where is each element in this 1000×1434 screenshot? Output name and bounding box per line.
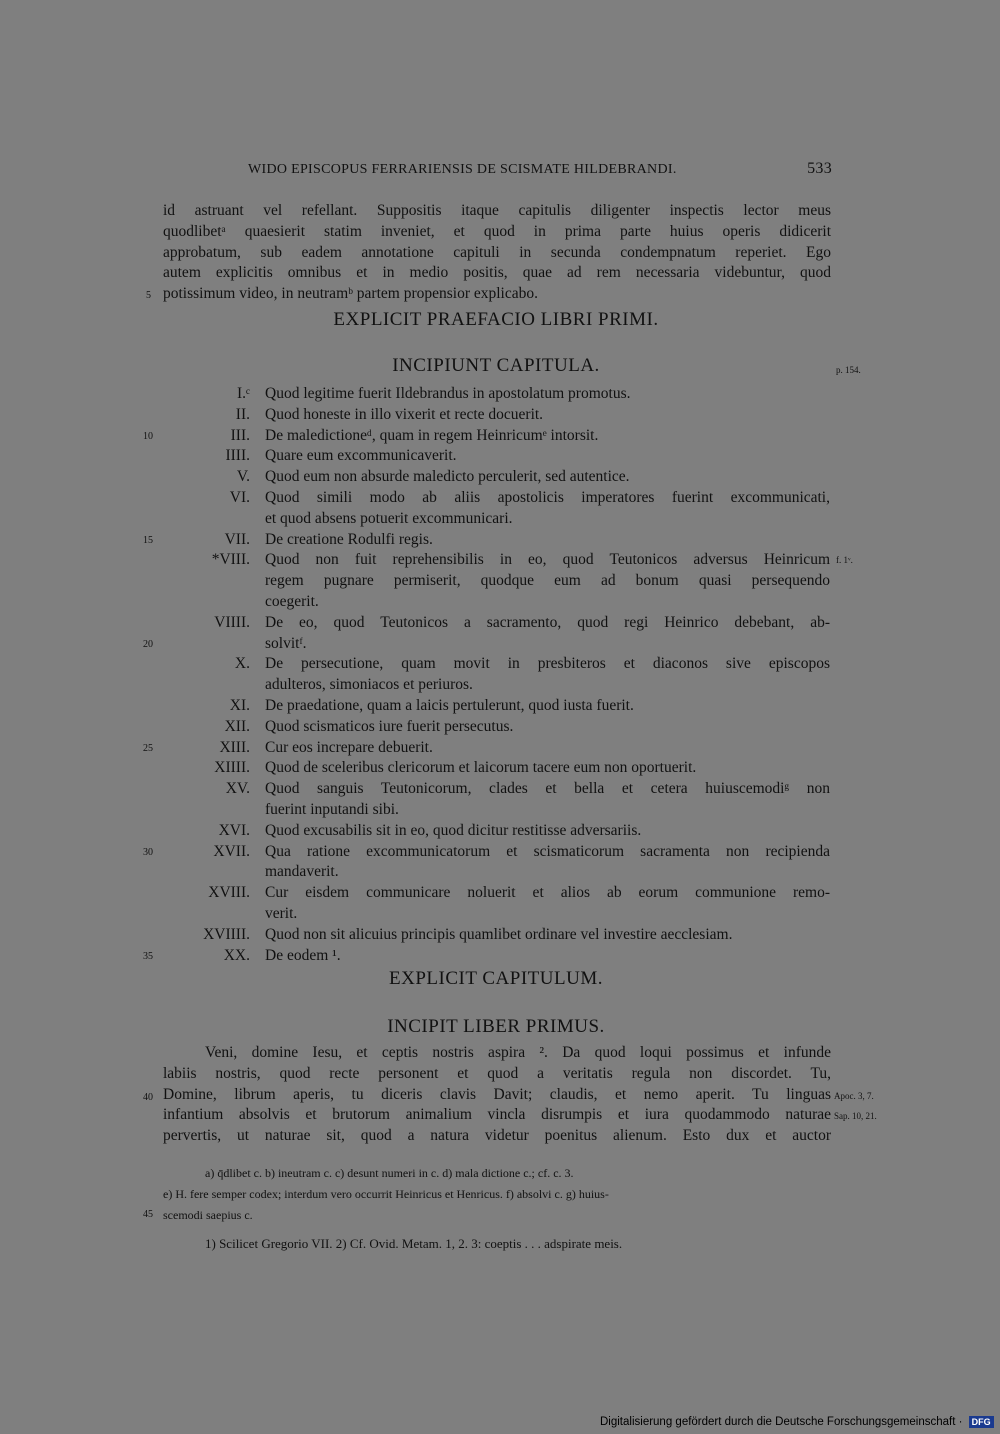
chapter-number: VI. (229, 488, 250, 506)
funding-credit: Digitalisierung gefördert durch die Deutsche Forschungsgemeinschaft · DFG (600, 1416, 998, 1432)
chapter-number: XIIII. (214, 759, 250, 777)
chapter-text: Quod de sceleribus clericorum et laicorum tacere eum non oportuerit. (265, 759, 697, 777)
chapter-text: De praedatione, quam a laicis pertulerunt, quod iusta fuerit. (265, 696, 634, 714)
line-number: 45 (143, 1209, 153, 1220)
text-line: quodlibetᵃ quaesierit statim inveniet, et quod in prima parte huius operis didicerit (163, 222, 831, 240)
margin-ref-sap: Sap. 10, 21. (834, 1111, 877, 1121)
running-head-title: WIDO EPISCOPUS FERRARIENSIS DE SCISMATE HILDEBRANDI. (248, 162, 677, 177)
line-number: 40 (143, 1092, 153, 1103)
chapter-item (160, 488, 840, 530)
chapter-item (160, 550, 840, 612)
liber-paragraph (163, 1043, 831, 1147)
chapter-number: XI. (229, 696, 250, 714)
chapter-item (160, 738, 840, 759)
line-number: 5 (146, 290, 151, 301)
chapter-number: VIIII. (214, 613, 250, 631)
chapter-text: De eodem ¹. (265, 946, 341, 964)
chapter-item (160, 883, 840, 925)
line-number: 35 (143, 951, 153, 962)
text-line: approbatum, sub eadem annotatione capituli in secunda condempnatum reperiet. Ego (163, 243, 831, 261)
chapter-text: Quod honeste in illo vixerit et recte docuerit. (265, 405, 544, 423)
chapter-text: adulteros, simoniacos et periuros. (265, 676, 473, 694)
chapter-text: De eo, quod Teutonicos a sacramento, quod regi Heinrico debebant, ab- (265, 613, 830, 631)
heading-explicit-praefacio: EXPLICIT PRAEFACIO LIBRI PRIMI. (333, 309, 659, 330)
margin-ref-apoc: Apoc. 3, 7. (834, 1091, 874, 1101)
footnote-line: a) q̄dlibet c. b) ineutram c. c) desunt numeri in c. d) mala dictione c.; cf. c. 3. (205, 1166, 574, 1180)
chapter-item (160, 384, 840, 405)
chapter-item (160, 696, 840, 717)
chapter-item (160, 821, 840, 842)
chapter-item (160, 426, 840, 447)
text-line: Domine, librum aperis, tu diceris clavis Davit; claudis, et nemo aperit. Tu linguas (163, 1085, 831, 1103)
chapter-text: De maledictioneᵈ, quam in regem Heinricumᵉ intorsit. (265, 426, 599, 444)
text-line: Veni, domine Iesu, et ceptis nostris aspira ². Da quod loqui possimus et infunde (205, 1044, 831, 1061)
margin-ref-folio: f. 1ᵛ. (836, 555, 853, 565)
text-line: potissimum video, in neutramᵇ partem propensior explicabo. (163, 285, 538, 303)
chapter-text: Quod non fuit reprehensibilis in eo, quod Teutonicos adversus Heinricum (265, 551, 830, 569)
chapter-number: XII. (224, 717, 250, 735)
line-number: 20 (143, 639, 153, 650)
heading-incipit-liber: INCIPIT LIBER PRIMUS. (387, 1016, 605, 1037)
footnotes (163, 1163, 831, 1225)
chapter-number: XVII. (213, 842, 250, 860)
text-line: pervertis, ut naturae sit, quod a natura videtur poenitus alienum. Esto dux et auctor (163, 1127, 831, 1145)
chapter-text: De creatione Rodulfi regis. (265, 530, 433, 548)
text-line: infantium absolvis et brutorum animalium vincla disrumpis et iura quodammodo naturae (163, 1106, 831, 1124)
chapter-item (160, 842, 840, 884)
chapter-text: verit. (265, 904, 298, 922)
chapter-text: fuerint inputandi sibi. (265, 800, 399, 818)
heading-explicit-capitulum: EXPLICIT CAPITULUM. (389, 968, 603, 989)
text-line: autem explicitis omnibus et in medio positis, quae ad rem necessaria videbuntur, quod (163, 264, 831, 282)
footnote-line: e) H. fere semper codex; interdum vero occurrit Heinricus et Henricus. f) absolvi c. g) huius- (163, 1186, 609, 1201)
text-line: id astruant vel refellant. Suppositis itaque capitulis diligenter inspectis lector meus (163, 202, 831, 219)
chapter-number: XV. (225, 780, 250, 798)
line-number: 30 (143, 847, 153, 858)
chapter-text: Quod excusabilis sit in eo, quod dicitur restitisse adversariis. (265, 821, 642, 839)
chapter-text: et quod absens potuerit excommunicari. (265, 509, 513, 527)
chapter-item (160, 717, 840, 738)
source-notes (163, 1234, 831, 1255)
chapter-number: XVIII. (208, 884, 250, 902)
chapter-text: Quod simili modo ab aliis apostolicis imperatores fuerint excommunicati, (265, 488, 830, 506)
heading-incipiunt-capitula: INCIPIUNT CAPITULA. (392, 355, 600, 376)
chapter-item (160, 779, 840, 821)
chapter-number: II. (235, 405, 250, 423)
chapter-text: Quod eum non absurde maledicto perculerit, sed autentice. (265, 468, 630, 486)
chapter-item (160, 467, 840, 488)
chapter-text: Cur eisdem communicare noluerit et alios ab eorum communione remo- (265, 884, 830, 902)
intro-paragraph (163, 201, 831, 305)
chapter-number: XX. (223, 946, 250, 964)
chapter-text: Quare eum excommunicaverit. (265, 447, 457, 465)
chapter-item (160, 405, 840, 426)
line-number: 25 (143, 743, 153, 754)
line-number: 15 (143, 535, 153, 546)
margin-ref-page: p. 154. (836, 365, 861, 375)
chapter-item (160, 946, 840, 967)
chapter-text: Cur eos increpare debuerit. (265, 738, 433, 756)
page-number: 533 (807, 160, 832, 177)
chapter-number: XIII. (219, 738, 250, 756)
chapter-number: I.ᶜ (236, 385, 250, 402)
chapter-list (160, 384, 840, 966)
chapter-text: solvitᶠ. (265, 634, 307, 652)
funding-text: Digitalisierung gefördert durch die Deutsche Forschungsgemeinschaft (600, 1416, 956, 1429)
chapter-text: Qua ratione excommunicatorum et scismaticorum sacramenta non recipienda (265, 842, 830, 860)
chapter-item (160, 613, 840, 655)
chapter-text: mandaverit. (265, 863, 339, 881)
dfg-logo: DFG (969, 1416, 994, 1428)
chapter-text: regem pugnare permiserit, quodque eum ad bonum quasi persequendo (265, 572, 830, 590)
line-number: 10 (143, 431, 153, 442)
chapter-number: XVI. (218, 821, 250, 839)
chapter-number: V. (236, 468, 250, 486)
chapter-number: X. (234, 655, 250, 673)
chapter-number: IIII. (225, 447, 250, 465)
chapter-text: Quod scismaticos iure fuerit persecutus. (265, 717, 514, 735)
chapter-item (160, 758, 840, 779)
chapter-number: XVIIII. (203, 925, 250, 943)
source-note-line: 1) Scilicet Gregorio VII. 2) Cf. Ovid. Metam. 1, 2. 3: coeptis . . . adspirate meis. (205, 1236, 623, 1251)
chapter-item (160, 925, 840, 946)
text-line: labiis nostris, quod recte personent et quod a veritatis regula non discordet. Tu, (163, 1064, 831, 1082)
chapter-number: III. (230, 426, 250, 444)
chapter-text: De persecutione, quam movit in presbiteros et diaconos sive episcopos (265, 655, 830, 673)
chapter-item (160, 530, 840, 551)
chapter-text: Quod non sit alicuius principis quamlibet ordinare vel investire aecclesiam. (265, 925, 733, 943)
chapter-item (160, 446, 840, 467)
chapter-number: VII. (224, 530, 250, 548)
chapter-number: *VIII. (211, 551, 250, 569)
chapter-text: Quod legitime fuerit Ildebrandus in apostolatum promotus. (265, 385, 631, 402)
footnote-line: scemodi saepius c. (163, 1207, 253, 1222)
chapter-text: Quod sanguis Teutonicorum, clades et bella et cetera huiuscemodiᵍ non (265, 780, 830, 798)
chapter-item (160, 654, 840, 696)
chapter-text: coegerit. (265, 592, 319, 610)
